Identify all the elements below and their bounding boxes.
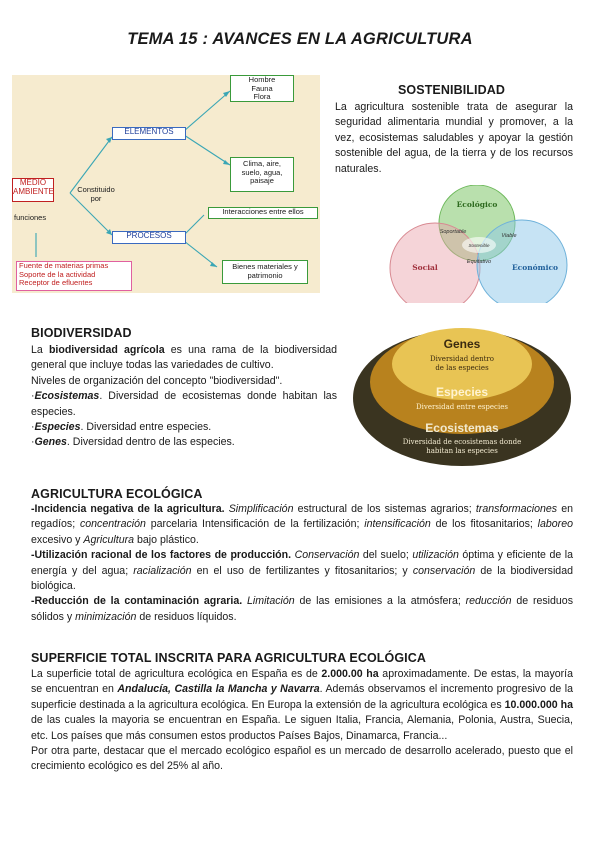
- venn-label-sostenible: Sostenible: [468, 243, 490, 248]
- page-title: TEMA 15 : AVANCES EN LA AGRICULTURA: [127, 30, 473, 48]
- venn-label-viable: Viable: [501, 233, 517, 239]
- superficie-paragraph-2: Por otra parte, destacar que el mercado ecológico español es un mercado de desarrollo acelerado, puesto que el crecimiento ecológico es del 25% al año.: [31, 745, 573, 773]
- especies-title: Especies: [435, 385, 489, 399]
- genes-sub-2: de las especies: [435, 364, 489, 372]
- venn-label-soportable: Soportable: [439, 229, 467, 235]
- superficie-text: [31, 667, 573, 775]
- elementos-box: ELEMENTOS: [112, 127, 186, 140]
- bio-p1-c: es una rama de la biodiversidad general que incluye todas las variedades de cultivo.: [31, 344, 337, 372]
- agricultura-bullet-2: -Utilización racional de los factores de producción. Conservación del suelo; utilización óptima y eficiente de la energía y del agua; racialización en el uso de fertilizantes y fitosanitarios; y conservación de la biodiversidad biológica.: [31, 549, 573, 593]
- genes-title: Genes: [443, 337, 481, 351]
- funciones-label: funciones: [14, 213, 47, 222]
- superficie-heading: SUPERFICIE TOTAL INSCRITA PARA AGRICULTURA ECOLÓGICA: [31, 651, 427, 665]
- agricultura-text: [31, 502, 573, 625]
- ecosistemas-sub-1: Diversidad de ecosistemas donde: [402, 438, 522, 446]
- bio-l2-text: . Diversidad entre especies.: [80, 421, 212, 434]
- sostenibilidad-heading: SOSTENIBILIDAD: [398, 83, 505, 97]
- venn-label-social: Social: [412, 263, 438, 272]
- venn-label-equitativo: Equitativo: [466, 259, 492, 265]
- bio-l2-term: Especies: [34, 421, 81, 434]
- superficie-paragraph-1: La superficie total de agricultura ecológica en España es de 2.000.00 ha aproximadamente. De estas, la mayoría se encuentran en Andalucía, Castilla la Mancha y Navarra. Además observamos el incremento progresivo de la superficie destinada a la agricultura ecológica. En Europa la extensión de la agricultura ecológica es 10.000.000 ha de las cuales la mayoria se encuentran en España. Le siguen Italia, Francia, Alemania, Polonia, Austra, Suecia, etc. Los países que más consumen estos productos Países Bajos, Dinamarca, Francia...: [31, 668, 574, 742]
- bio-p2: Niveles de organización del concepto "biodiversidad".: [31, 374, 283, 387]
- venn-label-ecologico: Ecológico: [456, 200, 498, 209]
- ecosistemas-title: Ecosistemas: [425, 421, 499, 435]
- clima-box: Clima, aire, suelo, agua, paisaje: [230, 157, 294, 192]
- constituido-por-label: Constituido por: [77, 185, 115, 203]
- bio-l3-text: . Diversidad dentro de las especies.: [66, 436, 235, 449]
- genes-sub-1: Diversidad dentro: [430, 355, 494, 363]
- agricultura-heading: AGRICULTURA ECOLÓGICA: [31, 487, 203, 501]
- bio-l1-dot: ·: [31, 390, 35, 403]
- agricultura-bullet-3: -Reducción de la contaminación agraria. Limitación de las emisiones a la atmósfera; reducción de residuos sólidos y minimización de residuos líquidos.: [31, 595, 574, 623]
- procesos-box: PROCESOS: [112, 231, 186, 244]
- biodiversidad-text: [31, 343, 337, 451]
- bio-l3-dot: ·: [31, 436, 35, 449]
- bio-l1-term: Ecosistemas: [34, 390, 100, 403]
- medio-ambiente-box: MEDIO AMBIENTE: [12, 178, 54, 202]
- bio-l3-term: Genes: [34, 436, 67, 449]
- bio-p1-a: La: [31, 344, 49, 356]
- especies-sub: Diversidad entre especies: [416, 403, 508, 411]
- sostenibilidad-venn-diagram: [385, 185, 570, 303]
- bio-l1-text: . Diversidad de ecosistemas donde habitan las especies.: [31, 390, 337, 418]
- sostenibilidad-text: La agricultura sostenible trata de asegurar la seguridad alimentaria mundial y promover, a la vez, ecosistemas saludables y apoyar la gestión sostenible del agua, de la tierra y de los recursos naturales.: [335, 101, 573, 175]
- biodiversidad-levels-diagram: [350, 320, 575, 468]
- funciones-list-box: Fuente de materias primas Soporte de la actividad Receptor de efluentes: [16, 261, 132, 291]
- venn-label-economico: Económico: [511, 263, 559, 272]
- medio-ambiente-concept-map: [12, 75, 320, 293]
- interacciones-box: Interacciones entre ellos: [208, 207, 318, 219]
- bio-l2-dot: ·: [31, 421, 35, 434]
- biodiversidad-heading: BIODIVERSIDAD: [31, 326, 132, 340]
- hombre-fauna-flora-box: Hombre Fauna Flora: [230, 75, 294, 102]
- agricultura-bullet-1: -Incidencia negativa de la agricultura. Simplificación estructural de los sistemas agrarios; transformaciones en regadíos; concentración parcelaria Intensificación de la fertilización; intensificación de los fitosanitarios; laboreo excesivo y Agricultura bajo plástico.: [31, 503, 573, 546]
- bio-p1-bold: biodiversidad agrícola: [48, 344, 165, 356]
- ecosistemas-sub-2: habitan las especies: [426, 447, 498, 455]
- bienes-box: Bienes materiales y patrimonio: [222, 260, 308, 284]
